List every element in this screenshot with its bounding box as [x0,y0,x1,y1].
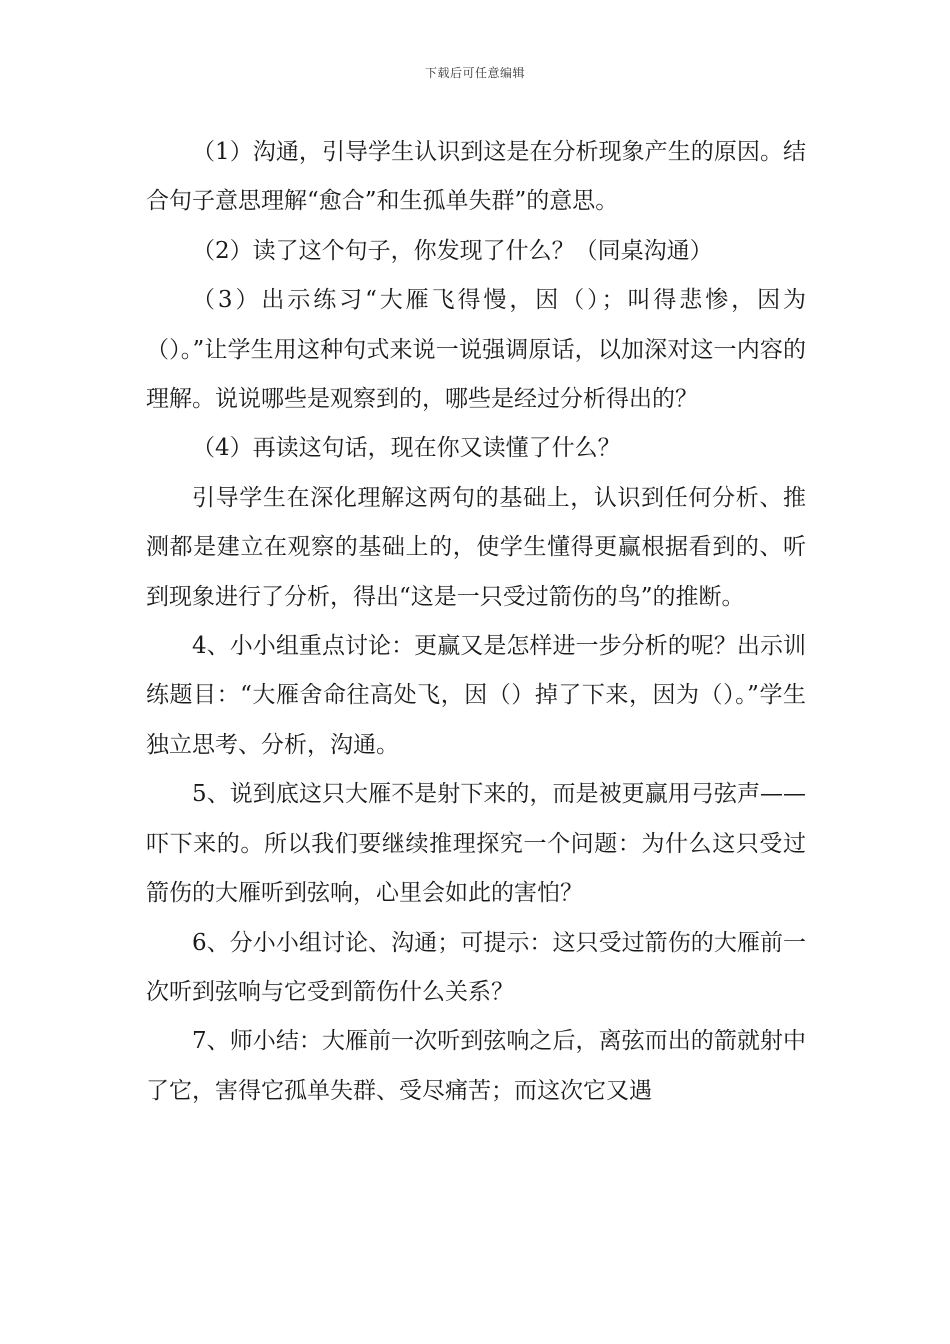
document-body [146,128,806,1116]
page-header: 下载后可任意编辑 [424,66,525,80]
paragraph-1: （1）沟通，引导学生认识到这是在分析现象产生的原因。结合句子意思理解“愈合”和生孤单失群”的意思。 [146,139,806,215]
paragraph-8: 6、分小小组讨论、沟通；可提示：这只受过箭伤的大雁前一次听到弦响与它受到箭伤什么关系？ [146,929,806,1005]
paragraph-6: 4、小小组重点讨论：更赢又是怎样进一步分析的呢？出示训练题目：“大雁舍命往高处飞，因（）掉了下来，因为（）。”学生独立思考、分析，沟通。 [146,633,806,758]
paragraph-5: 引导学生在深化理解这两句的基础上，认识到任何分析、推测都是建立在观察的基础上的，使学生懂得更赢根据看到的、听到现象进行了分析，得出“这是一只受过箭伤的鸟”的推断。 [146,484,806,610]
paragraph-2: （2）读了这个句子，你发现了什么？（同桌沟通） [192,237,713,264]
paragraph-9: 7、师小结：大雁前一次听到弦响之后，离弦而出的箭就射中了它，害得它孤单失群、受尽痛苦；而这次它又遇 [146,1028,806,1104]
paragraph-4: （4）再读这句话，现在你又读懂了什么？ [192,435,621,462]
paragraph-7: 5、说到底这只大雁不是射下来的，而是被更赢用弓弦声——吓下来的。所以我们要继续推理探究一个问题：为什么这只受过箭伤的大雁听到弦响，心里会如此的害怕？ [146,781,806,907]
paragraph-3: （3）出示练习“大雁飞得慢，因（）；叫得悲惨，因为（）。”让学生用这种句式来说一说强调原话，以加深对这一内容的理解。说说哪些是观察到的，哪些是经过分析得出的？ [146,287,806,413]
